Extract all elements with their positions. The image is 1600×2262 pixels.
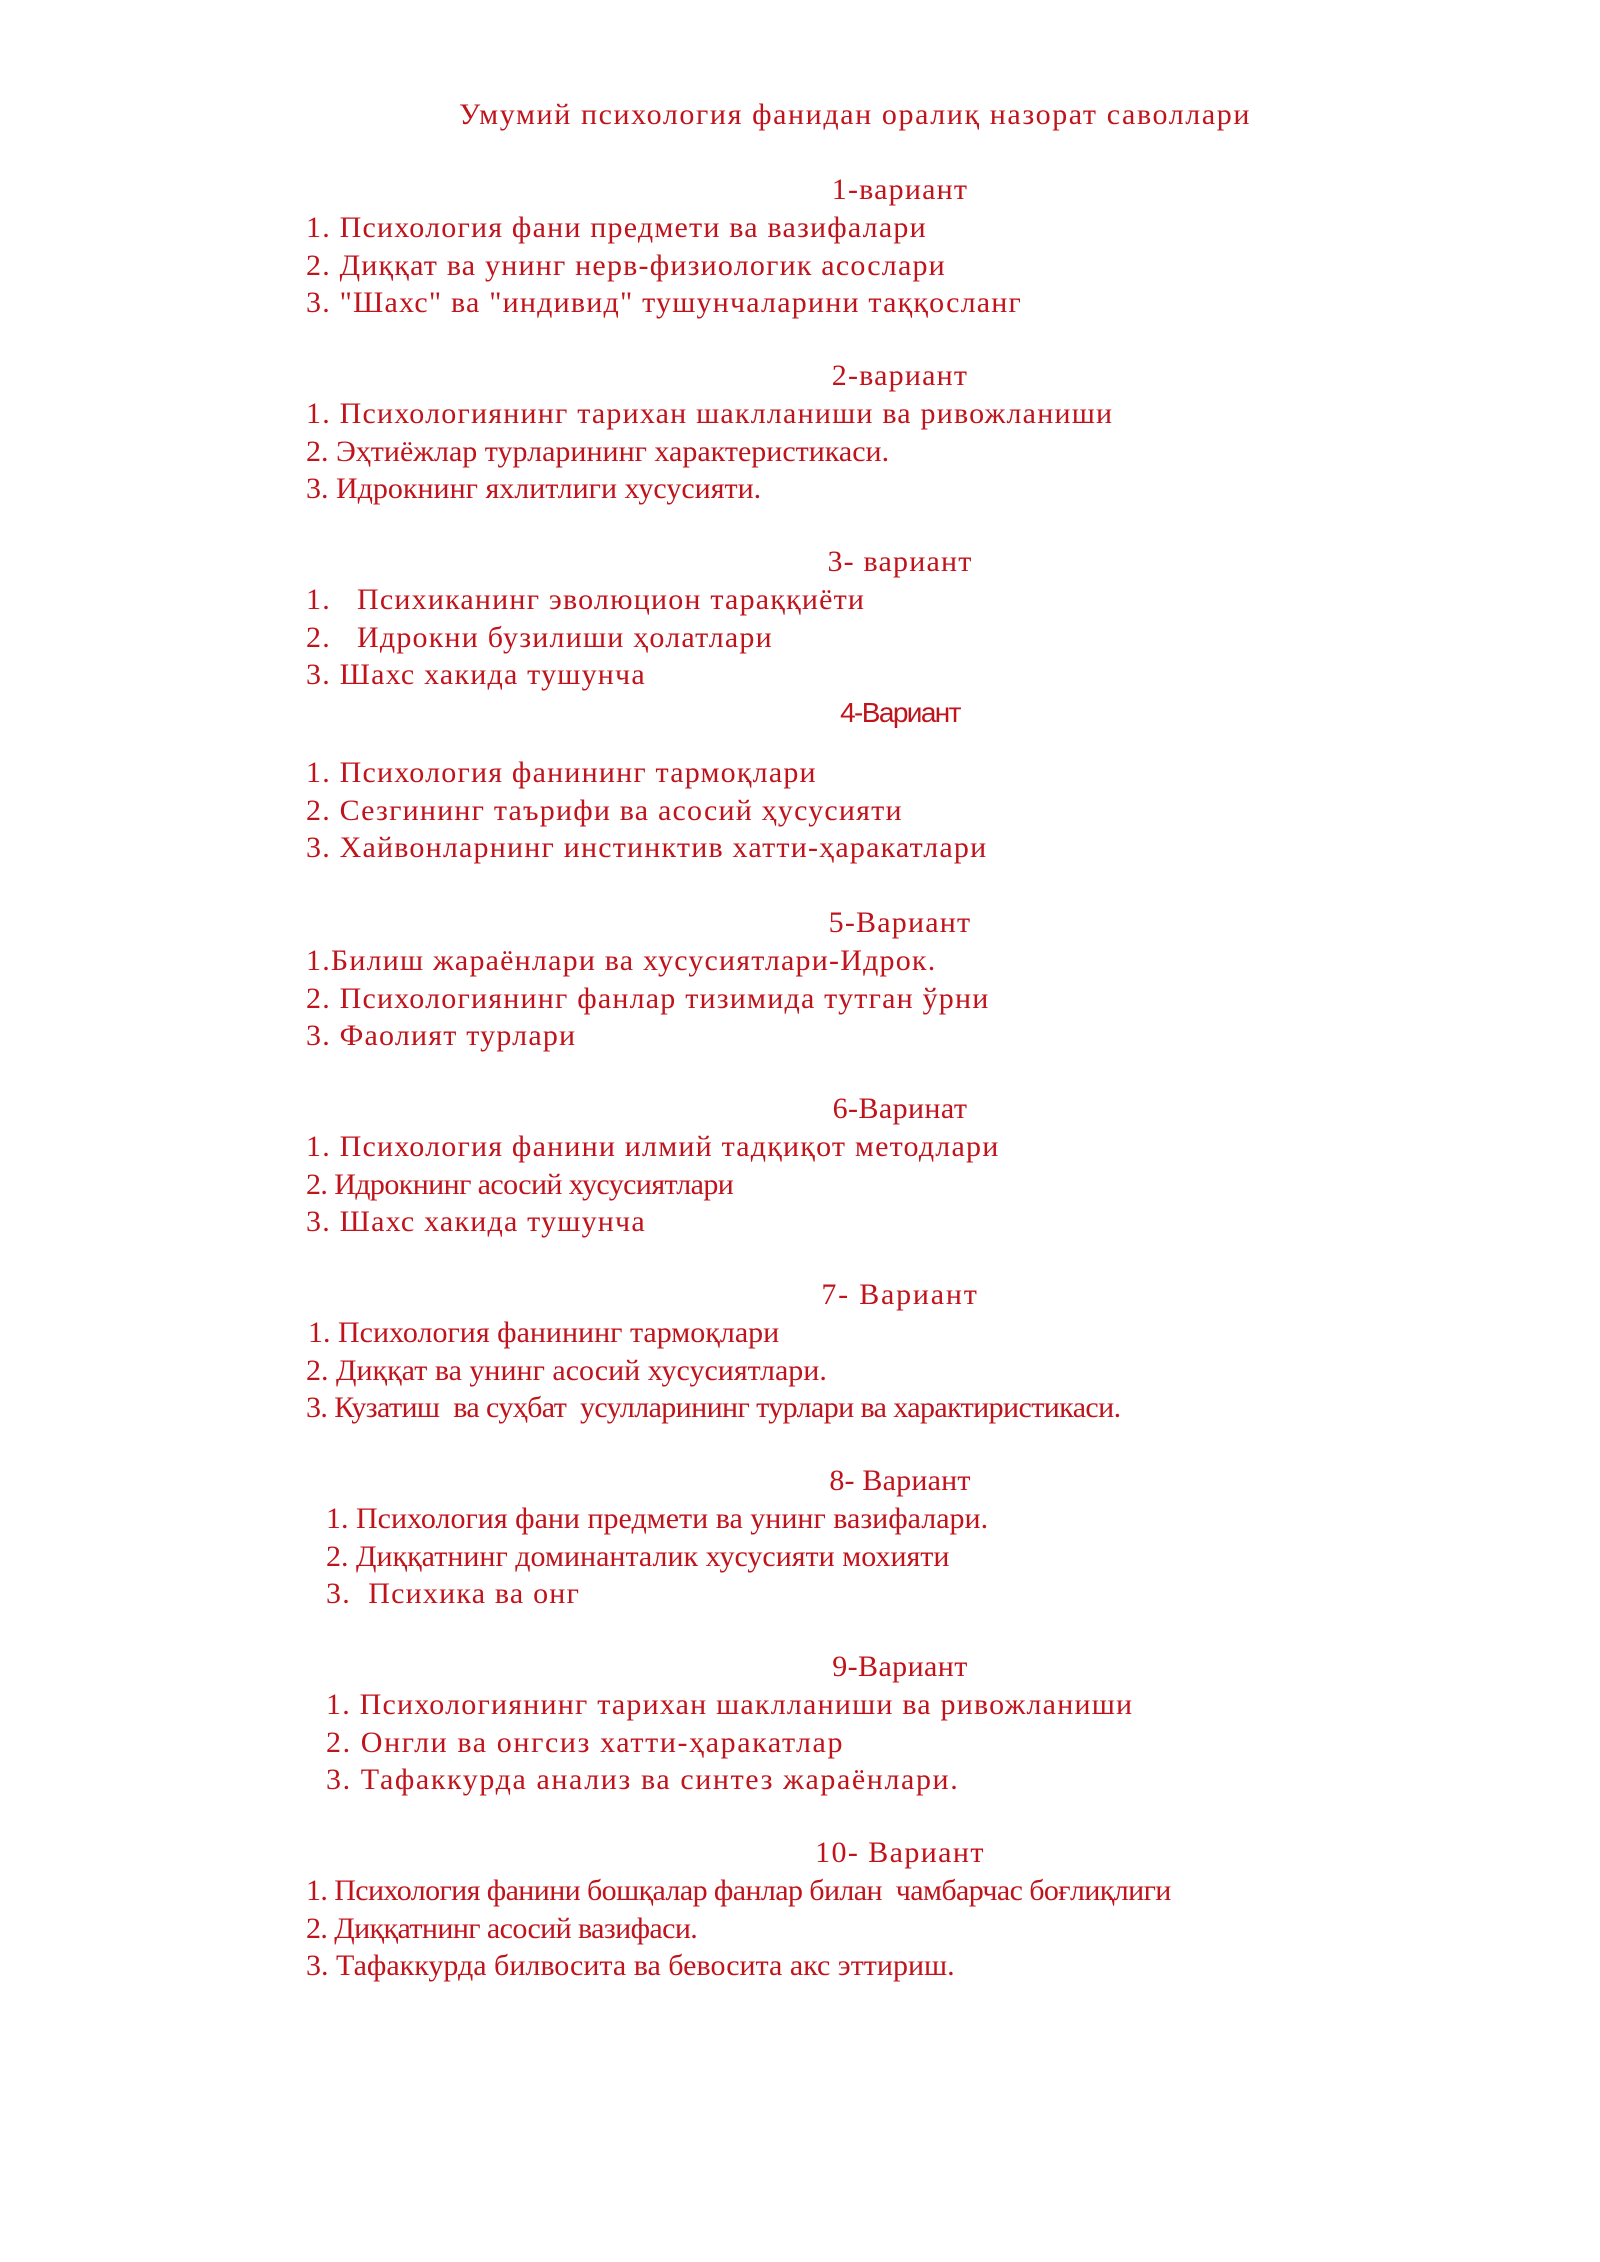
question-item: 2. Диққатнинг асосий вазифаси. — [306, 1911, 698, 1945]
variant-3 — [0, 543, 1600, 694]
question-item: 2. Психологиянинг фанлар тизимида тутган ўрни — [306, 981, 990, 1015]
variant-heading: 9-Вариант — [832, 1650, 968, 1683]
variant-7 — [0, 1276, 1600, 1427]
question-item: 1. Психология фанининг тармоқлари — [308, 1316, 780, 1349]
question-item: 3. Фаолият турлари — [306, 1019, 577, 1052]
question-item: 1. Психология фани предмети ва унинг вазифалари. — [326, 1502, 989, 1535]
variant-heading: 2-вариант — [831, 359, 969, 392]
variant-8 — [0, 1462, 1600, 1613]
variant-10 — [0, 1834, 1600, 1985]
question-item: 3. Шахс хакида тушунча — [306, 658, 646, 691]
variant-5 — [0, 904, 1600, 1055]
question-item: 1. Психология фанини бошқалар фанлар билан чамбарчас боғлиқлиги — [306, 1874, 1171, 1907]
variant-6 — [0, 1090, 1600, 1241]
variant-heading: 8- Вариант — [829, 1464, 971, 1497]
question-item: 2. Диққатнинг доминанталик хусусияти мохияти — [326, 1539, 950, 1573]
question-item: 1. Психологиянинг тарихан шаклланиши ва ривожланиши — [306, 397, 1114, 430]
question-item: 3. Тафаккурда анализ ва синтез жараёнлари. — [326, 1763, 960, 1796]
question-item: 3. Шахс хакида тушунча — [306, 1205, 646, 1238]
question-item: 2. Диққат ва унинг асосий хусусиятлари. — [306, 1353, 827, 1387]
question-item: 1. Психология фанини илмий тадқиқот методлари — [306, 1130, 1000, 1163]
variant-heading: 7- Вариант — [821, 1278, 979, 1311]
variant-heading: 3- вариант — [827, 545, 973, 578]
variant-heading: 5-Вариант — [828, 906, 972, 939]
question-item: 1. Психологиянинг тарихан шаклланиши ва ривожланиши — [326, 1688, 1134, 1721]
variant-heading: 10- Вариант — [815, 1836, 985, 1869]
question-item: 1. Психология фанининг тармоқлари — [306, 756, 817, 789]
question-item: 2. Эҳтиёжлар турларининг характеристикаси. — [306, 434, 890, 468]
question-item: 2. Онгли ва онгсиз хатти-ҳаракатлар — [326, 1725, 845, 1759]
question-item: 1. Психиканинг эволюцион тараққиёти — [306, 583, 866, 616]
variant-9 — [0, 1648, 1600, 1799]
variant-4 — [0, 694, 1600, 867]
question-item: 3. Кузатиш ва суҳбат усулларининг турлари ва характиристикаси. — [306, 1391, 1121, 1424]
question-item: 3. Идрокнинг яхлитлиги хусусияти. — [306, 472, 762, 505]
question-item: 1.Билиш жараёнлари ва хусусиятлари-Идрок. — [306, 944, 937, 977]
question-item: 3. Психика ва онг — [326, 1577, 581, 1610]
variant-heading: 4-Вариант — [840, 697, 960, 728]
question-item: 3. "Шахс" ва "индивид" тушунчаларини таққосланг — [306, 286, 1023, 319]
question-item: 2. Идрокни бузилиши ҳолатлари — [306, 620, 773, 654]
variant-2 — [0, 357, 1600, 508]
question-item: 2. Диққат ва унинг нерв-физиологик асослари — [306, 248, 946, 282]
variant-1 — [0, 171, 1600, 322]
variant-heading: 6-Варинат — [832, 1092, 968, 1125]
document-title: Умумий психология фанидан оралиқ назорат саволлари — [458, 98, 1252, 131]
question-item: 3. Хайвонларнинг инстинктив хатти-ҳаракатлари — [306, 831, 988, 864]
question-item: 2. Идрокнинг асосий хусусиятлари — [306, 1167, 734, 1201]
variant-heading: 1-вариант — [831, 173, 969, 206]
question-item: 3. Тафаккурда билвосита ва бевосита акс эттириш. — [306, 1949, 955, 1982]
question-item: 2. Сезгининг таърифи ва асосий ҳусусияти — [306, 793, 903, 827]
question-item: 1. Психология фани предмети ва вазифалари — [306, 211, 927, 244]
